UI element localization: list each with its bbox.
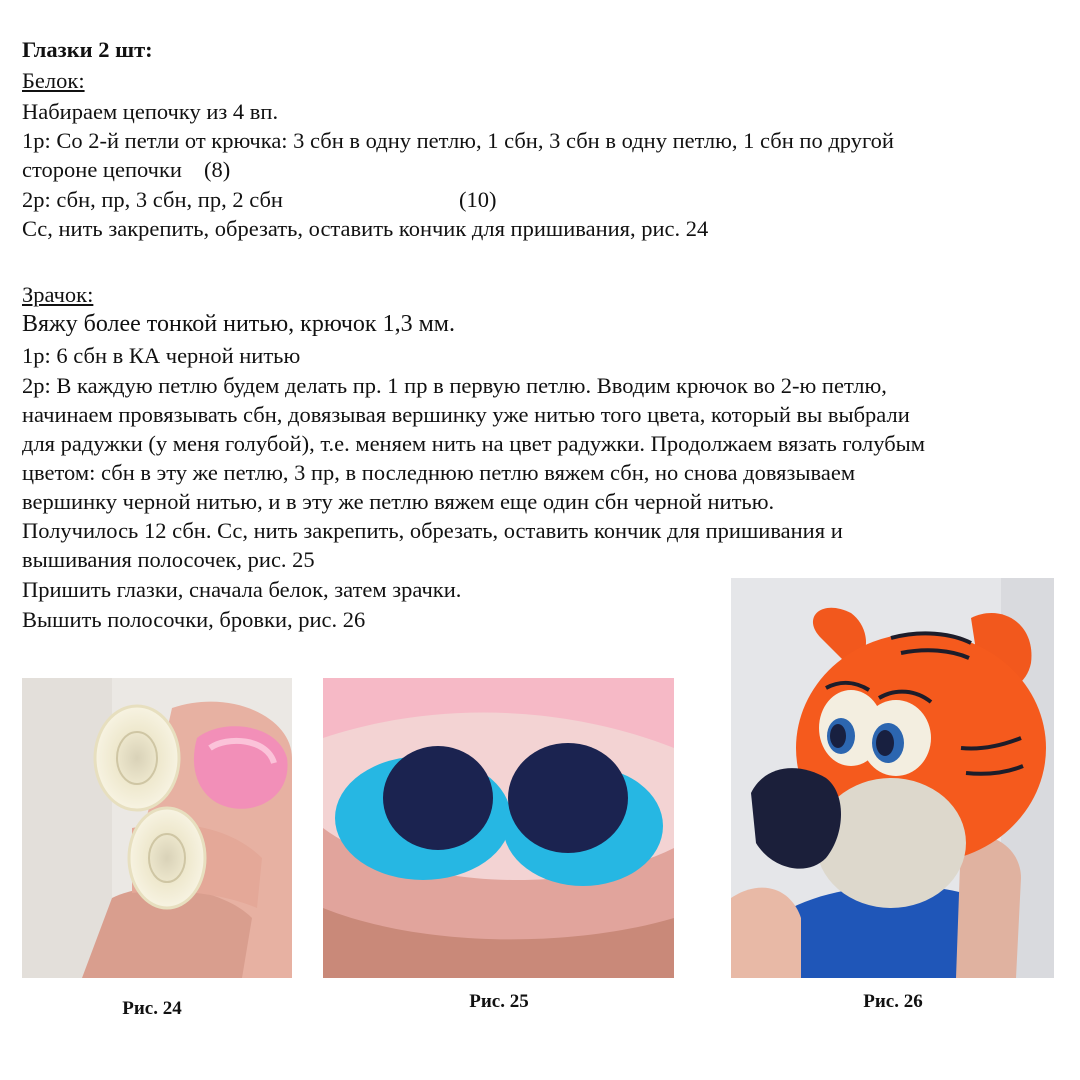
text-line xyxy=(22,155,230,184)
text-line: 2р: В каждую петлю будем делать пр. 1 пр в первую петлю. Вводим крючок во 2-ю петлю, xyxy=(22,373,887,398)
text-line: цветом: сбн в эту же петлю, 3 пр, в последнюю петлю вяжем сбн, но снова довязываем xyxy=(22,460,856,485)
photo-fig24 xyxy=(22,678,292,978)
photo-fig24-illustration xyxy=(22,678,292,978)
stitch-count: (8) xyxy=(203,157,231,182)
crochet-white-eye xyxy=(95,706,179,810)
text-line: для радужки (у меня голубой), т.е. меняем нить на цвет радужки. Продолжаем вязать голубым xyxy=(22,431,926,456)
page-heading: Глазки 2 шт: xyxy=(22,37,153,62)
photo-fig25-illustration xyxy=(323,678,674,978)
crochet-pupil-black xyxy=(508,743,628,853)
text-line: Получилось 12 сбн. Сс, нить закрепить, обрезать, оставить кончик для пришивания и xyxy=(22,518,843,543)
section-title-pupil: Зрачок: xyxy=(22,282,94,307)
text-line: Вяжу более тонкой нитью, крючок 1,3 мм. xyxy=(22,311,455,337)
crochet-white-eye xyxy=(129,808,205,908)
caption-fig25: Рис. 25 xyxy=(469,991,529,1012)
text-segment: стороне цепочки xyxy=(22,157,182,182)
tiger-nose xyxy=(751,768,841,868)
crochet-pupil-black xyxy=(383,746,493,850)
photo-fig26-illustration xyxy=(731,578,1054,978)
text-line: Пришить глазки, сначала белок, затем зрачки. xyxy=(22,577,462,602)
text-line: Сс, нить закрепить, обрезать, оставить кончик для пришивания, рис. 24 xyxy=(22,216,709,241)
text-line: Вышить полосочки, бровки, рис. 26 xyxy=(22,607,366,632)
text-segment: 2р: сбн, пр, 3 сбн, пр, 2 сбн xyxy=(22,187,283,212)
text-line: 1р: 6 сбн в КА черной нитью xyxy=(22,343,301,368)
caption-fig26: Рис. 26 xyxy=(863,991,923,1012)
section-title-white: Белок: xyxy=(22,68,85,93)
text-line: 1р: Со 2-й петли от крючка: 3 сбн в одну петлю, 1 сбн, 3 сбн в одну петлю, 1 сбн по другой xyxy=(22,128,894,153)
text-line: начинаем провязывать сбн, довязывая вершинку уже нитью того цвета, который вы выбрали xyxy=(22,402,910,427)
photo-fig25 xyxy=(323,678,674,978)
stitch-count: (10) xyxy=(459,187,497,212)
text-line: вершинку черной нитью, и в эту же петлю вяжем еще один сбн черной нитью. xyxy=(22,489,775,514)
text-line: вышивания полосочек, рис. 25 xyxy=(22,547,315,572)
photo-fig26 xyxy=(731,578,1054,978)
text-line xyxy=(22,185,622,214)
text-line: Набираем цепочку из 4 вп. xyxy=(22,99,279,124)
caption-fig24: Рис. 24 xyxy=(122,998,182,1019)
